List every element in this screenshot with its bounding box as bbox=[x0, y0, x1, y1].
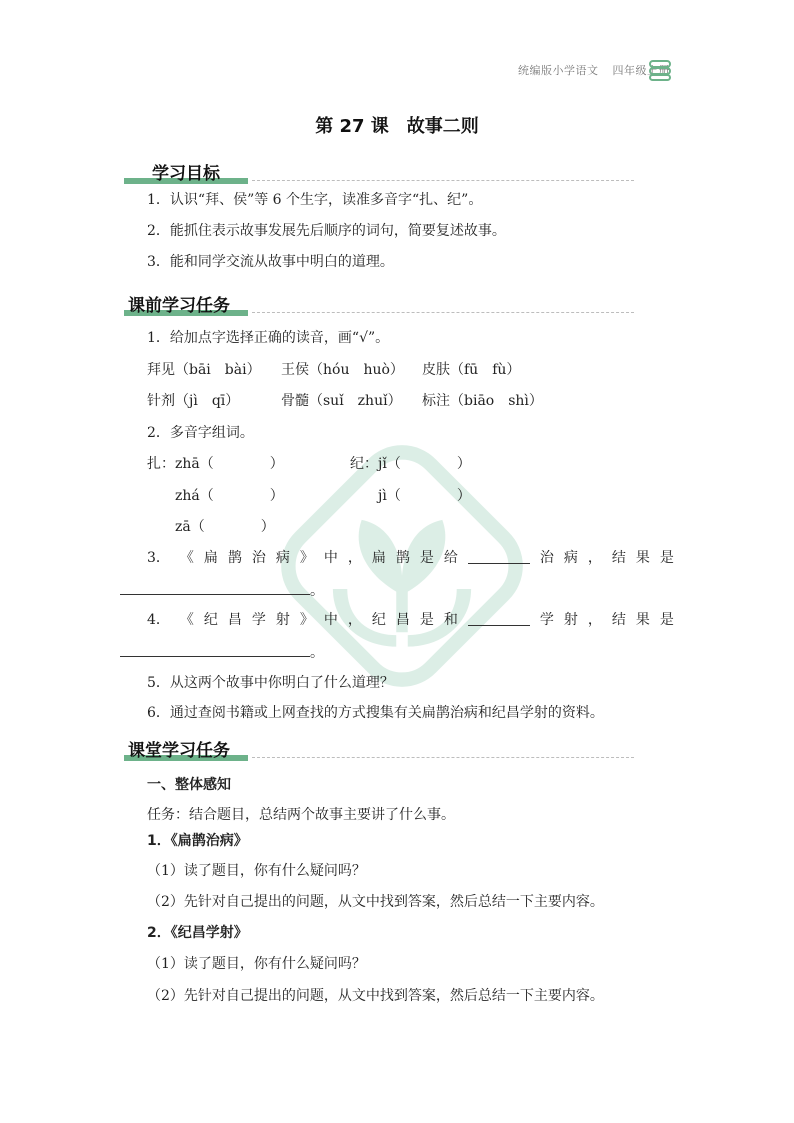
question-2: 2．多音字组词。 bbox=[147, 425, 254, 441]
ji-item: jì（ ） bbox=[378, 488, 471, 504]
page-title: 第 27 课 故事二则 bbox=[315, 116, 479, 137]
zha-item: zhá（ ） bbox=[175, 488, 284, 504]
zha-label: 扎： bbox=[147, 456, 175, 472]
answer-blank[interactable] bbox=[120, 580, 310, 595]
book-icon bbox=[648, 58, 672, 82]
story-heading: 1．《扁鹊治病》 bbox=[147, 833, 248, 849]
story-question: （1）读了题目，你有什么疑问吗？ bbox=[147, 956, 366, 972]
part-heading: 一、整体感知 bbox=[147, 777, 231, 793]
answer-blank[interactable] bbox=[468, 611, 530, 626]
heading-divider bbox=[252, 312, 634, 313]
pinyin-item: 拜见（bāi bài） bbox=[147, 362, 261, 378]
answer-blank[interactable] bbox=[120, 642, 310, 657]
question-3-cont: 。 bbox=[120, 580, 324, 600]
page-header bbox=[508, 62, 670, 78]
heading-label: 课堂学习任务 bbox=[128, 741, 230, 761]
goal-item: 2．能抓住表示故事发展先后顺序的词句，简要复述故事。 bbox=[147, 223, 506, 239]
question-3: 3． 《 扁 鹊 治 病 》 中 ， 扁 鹊 是 给 治 病 ， 结 果 是 bbox=[147, 550, 674, 566]
heading-divider bbox=[252, 180, 634, 181]
story-question: （1）读了题目，你有什么疑问吗？ bbox=[147, 863, 366, 879]
ji-label: 纪： bbox=[350, 456, 378, 472]
heading-label: 学习目标 bbox=[152, 164, 220, 184]
zha-item: zhā（ ） bbox=[175, 456, 284, 472]
heading-label: 课前学习任务 bbox=[128, 296, 230, 316]
question-1: 1．给加点字选择正确的读音，画“√”。 bbox=[147, 330, 390, 346]
question-4-cont: 。 bbox=[120, 642, 324, 662]
section-prestudy-heading bbox=[124, 288, 634, 316]
zha-item: zā（ ） bbox=[175, 519, 275, 535]
header-grade: 四年级上册 bbox=[612, 64, 670, 77]
goal-item: 3．能和同学交流从故事中明白的道理。 bbox=[147, 254, 394, 270]
pinyin-item: 针剂（jì qī） bbox=[147, 393, 240, 409]
story-heading: 2．《纪昌学射》 bbox=[147, 925, 248, 941]
question-6: 6．通过查阅书籍或上网查找的方式搜集有关扁鹊治病和纪昌学射的资料。 bbox=[147, 705, 604, 721]
header-book: 统编版小学语文 bbox=[518, 64, 599, 77]
pinyin-item: 皮肤（fū fù） bbox=[422, 362, 521, 378]
section-goals-heading bbox=[124, 156, 634, 184]
pinyin-item: 标注（biāo shì） bbox=[422, 393, 543, 409]
question-4: 4． 《 纪 昌 学 射 》 中 ， 纪 昌 是 和 学 射 ， 结 果 是 bbox=[147, 612, 674, 628]
story-question: （2）先针对自己提出的问题，从文中找到答案，然后总结一下主要内容。 bbox=[147, 988, 604, 1004]
pinyin-item: 王侯（hóu huò） bbox=[281, 362, 404, 378]
heading-divider bbox=[252, 757, 634, 758]
story-question: （2）先针对自己提出的问题，从文中找到答案，然后总结一下主要内容。 bbox=[147, 894, 604, 910]
task-text: 任务：结合题目，总结两个故事主要讲了什么事。 bbox=[147, 807, 455, 823]
pinyin-item: 骨髓（suǐ zhuǐ） bbox=[281, 393, 402, 409]
question-5: 5．从这两个故事中你明白了什么道理？ bbox=[147, 675, 394, 691]
answer-blank[interactable] bbox=[468, 549, 530, 564]
section-classroom-heading bbox=[124, 733, 634, 761]
ji-item: jǐ（ ） bbox=[378, 456, 471, 472]
goal-item: 1．认识“拜、侯”等 6 个生字，读准多音字“扎、纪”。 bbox=[147, 192, 483, 208]
